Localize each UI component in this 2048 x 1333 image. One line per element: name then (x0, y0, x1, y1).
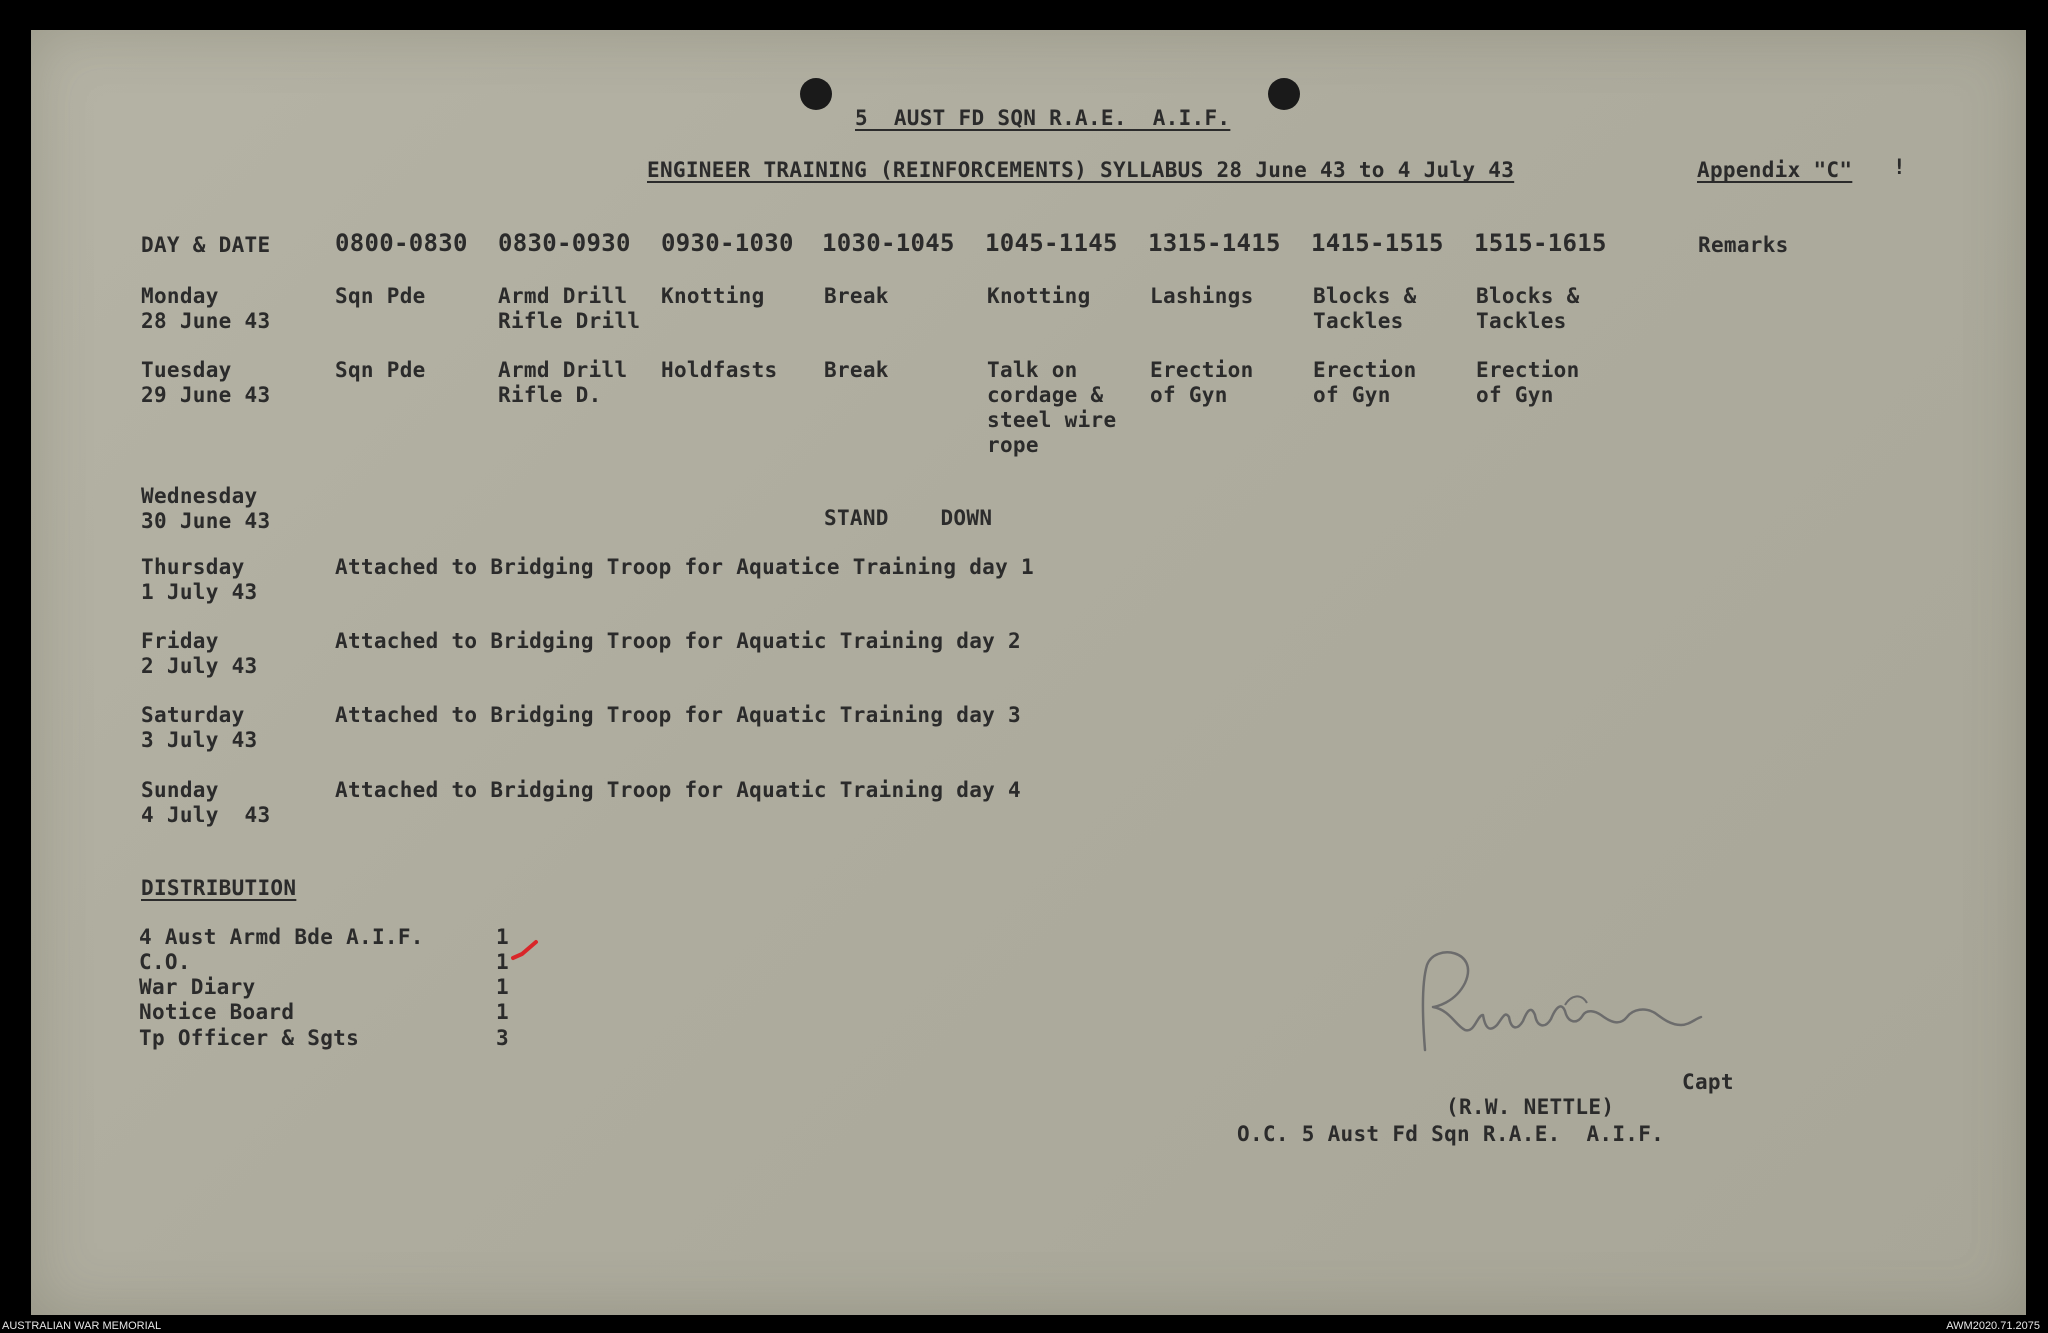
saturday-activity: Attached to Bridging Troop for Aquatic Training day 3 (335, 703, 1021, 727)
distribution-item-name: C.O. (139, 950, 191, 974)
monday-1045: Knotting (987, 284, 1091, 308)
col-header-0830: 0830-0930 (498, 229, 631, 257)
tuesday-0930: Holdfasts (661, 358, 778, 382)
thursday-activity: Attached to Bridging Troop for Aquatice Training day 1 (335, 555, 1034, 579)
tuesday-1315: Erection of Gyn (1150, 358, 1254, 407)
col-header-1315: 1315-1415 (1148, 229, 1281, 257)
sunday-activity: Attached to Bridging Troop for Aquatic Training day 4 (335, 778, 1021, 802)
wednesday-day: Wednesday 30 June 43 (141, 484, 271, 533)
wednesday-stand-down: STAND DOWN (824, 506, 993, 530)
signatory-title: O.C. 5 Aust Fd Sqn R.A.E. A.I.F. (1237, 1122, 1665, 1146)
monday-1315: Lashings (1150, 284, 1254, 308)
tuesday-0800: Sqn Pde (335, 358, 426, 382)
tuesday-1045: Talk on cordage & steel wire rope (987, 358, 1117, 457)
col-header-0930: 0930-1030 (661, 229, 794, 257)
col-header-1415: 1415-1515 (1311, 229, 1444, 257)
handwritten-signature (1405, 945, 1715, 1065)
col-header-0800: 0800-0830 (335, 229, 468, 257)
syllabus-title: ENGINEER TRAINING (REINFORCEMENTS) SYLLABUS 28 June 43 to 4 July 43 (647, 158, 1515, 182)
distribution-item-qty: 1 (496, 1000, 509, 1024)
distribution-item-qty: 1 (496, 925, 509, 949)
col-header-1515: 1515-1615 (1474, 229, 1607, 257)
sunday-day: Sunday 4 July 43 (141, 778, 271, 827)
distribution-item-name: 4 Aust Armd Bde A.I.F. (139, 925, 424, 949)
tuesday-day: Tuesday 29 June 43 (141, 358, 271, 407)
monday-1415: Blocks & Tackles (1313, 284, 1417, 333)
monday-1515: Blocks & Tackles (1476, 284, 1580, 333)
footer-source: AUSTRALIAN WAR MEMORIAL (2, 1320, 162, 1332)
footer-accession-number: AWM2020.71.2075 (1946, 1320, 2040, 1332)
red-tick-mark (510, 938, 540, 964)
distribution-item-qty: 1 (496, 975, 509, 999)
signatory-rank: Capt (1682, 1070, 1734, 1094)
col-header-day: DAY & DATE (141, 233, 271, 257)
monday-1030: Break (824, 284, 889, 308)
monday-0830: Armd Drill Rifle Drill (498, 284, 641, 333)
saturday-day: Saturday 3 July 43 (141, 703, 258, 752)
tuesday-1030: Break (824, 358, 889, 382)
friday-day: Friday 2 July 43 (141, 629, 258, 678)
col-header-1045: 1045-1145 (985, 229, 1118, 257)
thursday-day: Thursday 1 July 43 (141, 555, 258, 604)
col-header-remarks: Remarks (1698, 233, 1789, 257)
document-page (31, 30, 2026, 1315)
distribution-item-qty: 1 (496, 950, 509, 974)
distribution-item-name: Tp Officer & Sgts (139, 1026, 360, 1050)
col-header-1030: 1030-1045 (822, 229, 955, 257)
appendix-mark: ! (1893, 155, 1906, 179)
distribution-item-name: War Diary (139, 975, 256, 999)
unit-heading: 5 AUST FD SQN R.A.E. A.I.F. (855, 106, 1231, 130)
tuesday-0830: Armd Drill Rifle D. (498, 358, 628, 407)
monday-0800: Sqn Pde (335, 284, 426, 308)
signatory-name: (R.W. NETTLE) (1446, 1095, 1615, 1119)
appendix-label: Appendix "C" (1697, 158, 1853, 182)
distribution-heading: DISTRIBUTION (141, 876, 297, 900)
tuesday-1415: Erection of Gyn (1313, 358, 1417, 407)
tuesday-1515: Erection of Gyn (1476, 358, 1580, 407)
monday-day: Monday 28 June 43 (141, 284, 271, 333)
distribution-item-qty: 3 (496, 1026, 509, 1050)
friday-activity: Attached to Bridging Troop for Aquatic Training day 2 (335, 629, 1021, 653)
distribution-item-name: Notice Board (139, 1000, 295, 1024)
punch-hole-right (1268, 78, 1300, 110)
punch-hole-left (800, 78, 832, 110)
monday-0930: Knotting (661, 284, 765, 308)
